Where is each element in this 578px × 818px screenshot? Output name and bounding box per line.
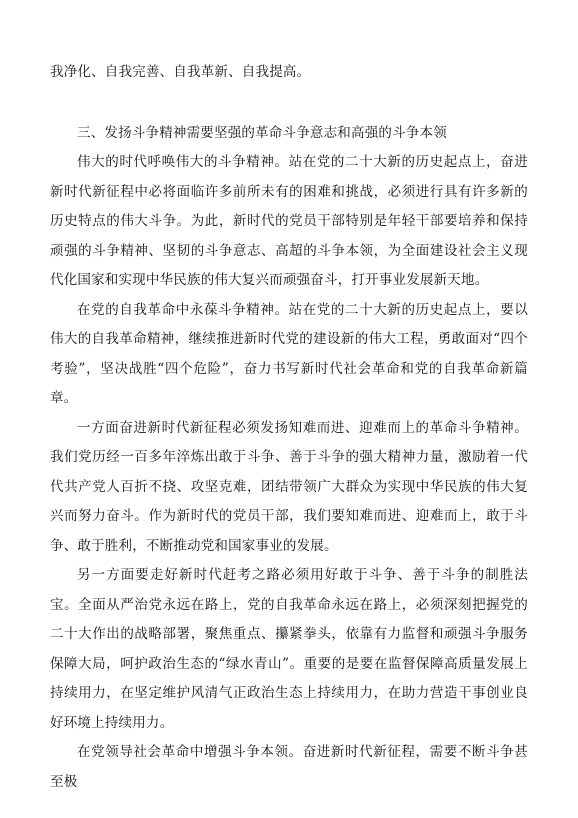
paragraph: 伟大的时代呼唤伟大的斗争精神。站在党的二十大新的历史起点上，奋进新时代新征程中必将面临许多前所未有的困难和挑战，必须进行具有许多新的历史特点的伟大斗争。为此，新时代的党员干部特别是年轻干部要培养和保持顽强的斗争精神、坚韧的斗争意志、高超的斗争本领，为全面建设社会主义现代化国家和实现中华民族的伟大复兴而顽强奋斗，打开事业发展新天地。	[50, 154, 528, 288]
paragraph: 在党的自我革命中永葆斗争精神。站在党的二十大新的历史起点上，要以伟大的自我革命精神，继续推进新时代党的建设新的伟大工程，勇敢面对“四个考验”，坚决战胜“四个危险”，奋力书写新时代社会革命和党的自我革命新篇章。	[50, 301, 528, 406]
section-heading: 三、发扬斗争精神需要坚强的革命斗争意志和高强的斗争本领	[77, 124, 447, 141]
paragraph: 一方面奋进新时代新征程必须发扬知难而进、迎难而上的革命斗争精神。我们党历经一百多年淬炼出敢于斗争、善于斗争的强大精神力量，激励着一代代共产党人百折不挠、攻坚克难，团结带领广大群众为实现中华民族的伟大复兴而努力奋斗。作为新时代的党员干部，我们要知难而进、迎难而上，敢于斗争、敢于胜利，不断推动党和国家事业的发展。	[50, 419, 528, 554]
paragraph-continuation: 我净化、自我完善、自我革新、自我提高。	[50, 64, 311, 80]
paragraph: 另一方面要走好新时代赶考之路必须用好敢于斗争、善于斗争的制胜法宝。全面从严治党永远在路上，党的自我革命永远在路上，必须深刻把握党的二十大作出的战略部署，聚焦重点、攥紧拳头，依靠有力监督和顽强斗争服务保障大局，呵护政治生态的“绿水青山”。重要的是要在监督保障高质量发展上持续用力，在坚定维护风清气正政治生态上持续用力，在助力营造干事创业良好环境上持续用力。	[50, 567, 528, 731]
document-body	[50, 58, 528, 797]
section-spacer	[50, 88, 528, 119]
paragraph: 在党领导社会革命中增强斗争本领。奋进新时代新征程，需要不断斗争甚至极	[50, 744, 528, 790]
